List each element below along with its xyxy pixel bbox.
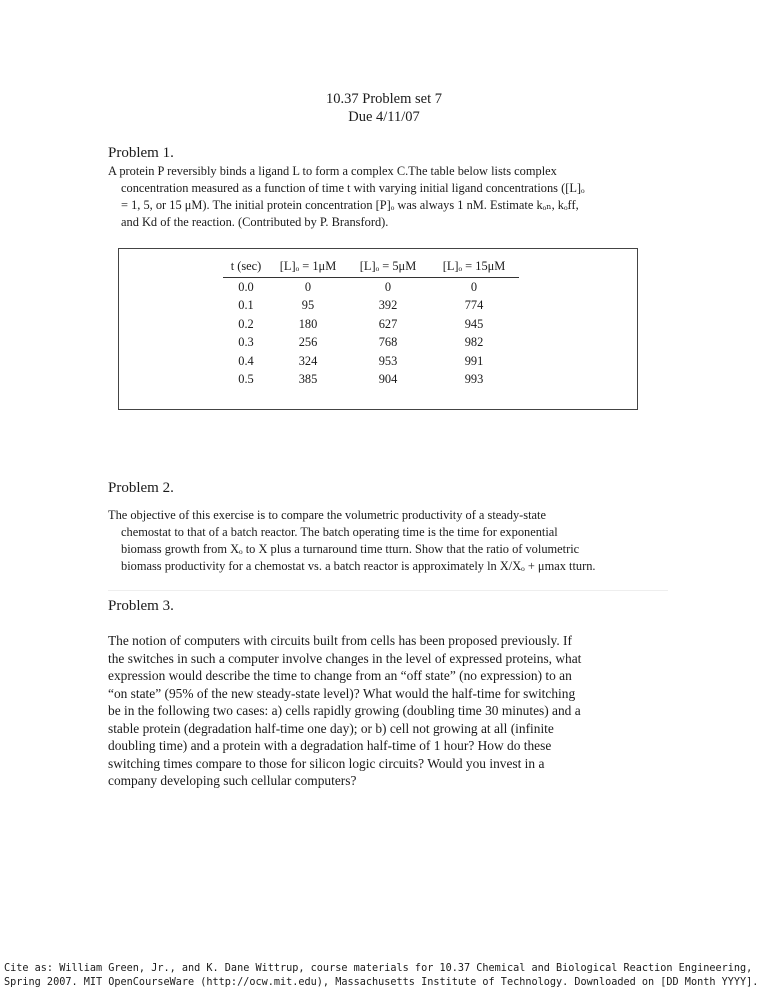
table-cell: 945: [464, 316, 484, 331]
problem-2-text: [108, 507, 648, 575]
course-title: 10.37 Problem set 7: [326, 91, 442, 107]
table-cell: 385: [298, 372, 318, 387]
table-row: [223, 352, 519, 371]
problem-1-title: Problem 1.: [108, 145, 174, 161]
problem-2-title: Problem 2.: [108, 480, 174, 496]
document-header: [0, 90, 768, 126]
table-row: [223, 278, 519, 297]
table-cell: 0.0: [238, 279, 254, 294]
problem-2-line: chemostat to that of a batch reactor. The batch operating time is the time for exponential: [121, 525, 558, 539]
table-cell: 904: [378, 372, 398, 387]
problem-3-line: be in the following two cases: a) cells rapidly growing (doubling time 30 minutes) and a: [108, 703, 581, 718]
problem-1-line: concentration measured as a function of time t with varying initial ligand concentrations ([L]ₒ: [121, 181, 585, 195]
table-cell: 392: [378, 298, 398, 313]
table-row: [223, 371, 519, 390]
citation-line: Spring 2007. MIT OpenCourseWare (http://ocw.mit.edu), Massachusetts Institute of Technology. Downloaded on [DD Month YYYY].: [4, 977, 759, 988]
table-cell: 0.5: [238, 372, 254, 387]
problem-2-line: The objective of this exercise is to compare the volumetric productivity of a steady-state: [108, 508, 546, 522]
problem-3-line: expression would describe the time to change from an “off state” (no expression) to an: [108, 668, 572, 683]
table-cell: 324: [298, 353, 318, 368]
table-cell: 768: [378, 335, 398, 350]
problem-1-line: A protein P reversibly binds a ligand L to form a complex C.The table below lists complex: [108, 164, 557, 178]
table-cell: 774: [464, 298, 484, 313]
table-header-row: [223, 256, 519, 278]
problem-3-line: the switches in such a computer involve changes in the level of expressed proteins, what: [108, 650, 582, 666]
problem-3-line: doubling time) and a protein with a degradation half-time of 1 hour? How do these: [108, 738, 552, 753]
table-cell: 982: [464, 335, 484, 350]
table-cell: 0.1: [238, 298, 254, 313]
table-cell: 180: [298, 316, 318, 331]
due-date: Due 4/11/07: [348, 109, 420, 125]
table-cell: 0.2: [238, 316, 254, 331]
table-cell: 0: [470, 279, 478, 294]
table-row: [223, 334, 519, 353]
problem-3-line: The notion of computers with circuits built from cells has been proposed previously. If: [108, 633, 572, 648]
problem-3-line: stable protein (degradation half-time one day); or b) cell not growing at all (infinite: [108, 720, 554, 736]
table-body: [223, 278, 519, 390]
table-cell: 0.4: [238, 353, 254, 368]
table-cell: 627: [378, 316, 398, 331]
table-row: [223, 297, 519, 316]
column-header: t (sec): [223, 256, 269, 278]
problem-1-text: [108, 163, 648, 231]
table-cell: 0: [384, 279, 392, 294]
problem-3-line: “on state” (95% of the new steady-state level)? What would the half-time for switching: [108, 685, 576, 701]
table-cell: 0.3: [238, 335, 254, 350]
table-row: [223, 315, 519, 334]
problem-3-line: company developing such cellular computers?: [108, 773, 357, 788]
concentration-table: [223, 256, 519, 389]
table-cell: 991: [464, 353, 484, 368]
problem-3-title: Problem 3.: [108, 598, 174, 614]
table-cell: 256: [298, 335, 318, 350]
citation-line: Cite as: William Green, Jr., and K. Dane Wittrup, course materials for 10.37 Chemical and Biological Reaction Engineering,: [4, 963, 753, 974]
table-cell: 95: [301, 298, 315, 313]
column-header: [L]ₒ = 5μM: [347, 256, 429, 278]
table-cell: 0: [304, 279, 312, 294]
problem-3-text: [108, 632, 653, 790]
data-table-frame: [118, 248, 638, 410]
problem-2-line: biomass productivity for a chemostat vs. a batch reactor is approximately ln X/Xₒ + μmax tturn.: [121, 559, 596, 573]
problem-1-line: = 1, 5, or 15 μM). The initial protein concentration [P]ₒ was always 1 nM. Estimate kₒₙ, kₒff,: [121, 198, 579, 212]
table-cell: 953: [378, 353, 398, 368]
column-header: [L]ₒ = 15μM: [429, 256, 519, 278]
problem-3-line: switching times compare to those for silicon logic circuits? Would you invest in a: [108, 755, 545, 771]
divider: [108, 590, 668, 591]
problem-2-line: biomass growth from Xₒ to X plus a turnaround time tturn. Show that the ratio of volumetric: [121, 542, 580, 556]
citation-footer: [4, 962, 768, 990]
table-cell: 993: [464, 372, 484, 387]
column-header: [L]ₒ = 1μM: [269, 256, 347, 278]
problem-1-line: and Kd of the reaction. (Contributed by P. Bransford).: [121, 215, 389, 229]
